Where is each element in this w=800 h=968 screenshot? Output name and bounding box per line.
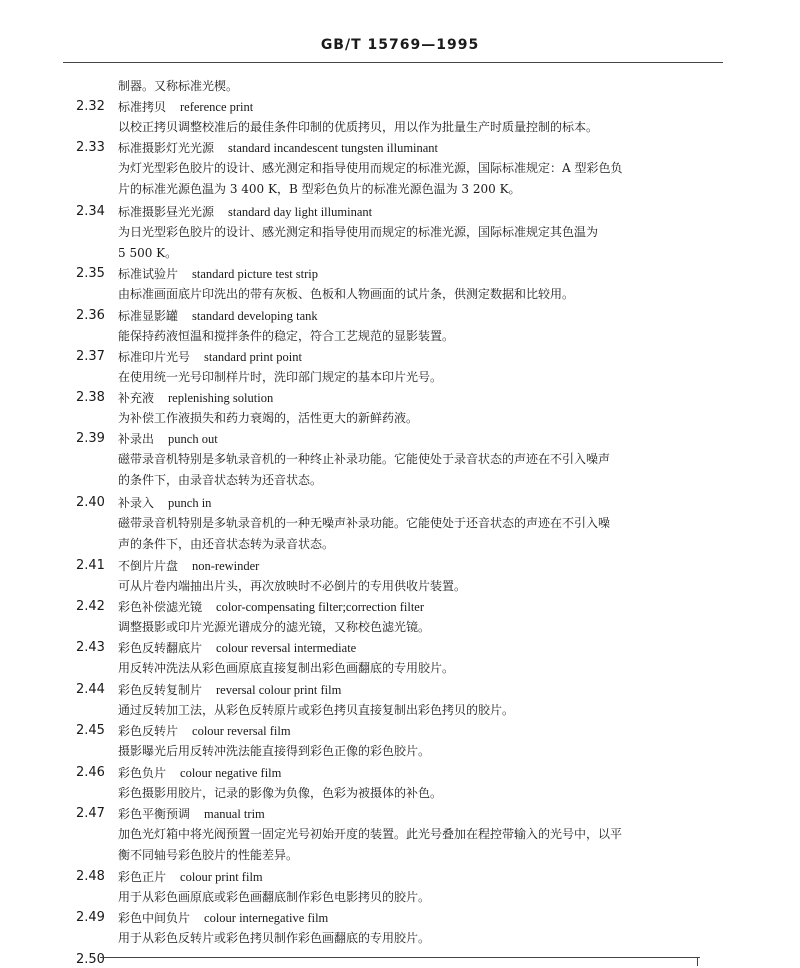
entry-term [118, 431, 218, 447]
term-chinese: 补录出 [118, 432, 155, 446]
term-chinese: 标准试验片 [118, 267, 179, 281]
term-english: punch in [168, 496, 212, 510]
term-english: punch out [168, 432, 218, 446]
entry-number: 2.47 [76, 806, 105, 821]
term-chinese: 标准摄影灯光光源 [118, 141, 215, 155]
entry-number: 2.33 [76, 140, 105, 155]
entry-definition-line: 由标准画面底片印洗出的带有灰板、色板和人物画面的试片条，供测定数据和比较用。 [118, 287, 575, 301]
entry-term [118, 723, 291, 739]
entry-definition-line: 在使用统一光号印制样片时，洗印部门规定的基本印片光号。 [118, 370, 443, 384]
term-english: reference print [180, 100, 254, 114]
standard-number-header: GB/T 15769—1995 [320, 37, 480, 53]
entry-number: 2.49 [76, 910, 105, 925]
entry-term [118, 806, 265, 822]
term-english: manual trim [204, 807, 265, 821]
term-english: standard day light illuminant [228, 205, 373, 219]
crop-line [100, 957, 700, 958]
entry-definition-line: 声的条件下，由还音状态转为录音状态。 [118, 537, 335, 551]
entry-definition-line: 调整摄影或印片光源光谱成分的滤光镜，又称校色滤光镜。 [118, 620, 431, 634]
entry-definition-line: 以校正拷贝调整校准后的最佳条件印制的优质拷贝，用以作为批量生产时质量控制的标本。 [118, 120, 599, 134]
entry-definition-line: 的条件下，由录音状态转为还音状态。 [118, 473, 323, 487]
entry-definition-line: 能保持药液恒温和搅拌条件的稳定，符合工艺规范的显影装置。 [118, 329, 455, 343]
term-chinese: 彩色正片 [118, 870, 167, 884]
entry-definition-line: 为日光型彩色胶片的设计、感光测定和指导使用而规定的标准光源，国际标准规定其色温为 [118, 225, 599, 239]
entry-definition-line: 为灯光型彩色胶片的设计、感光测定和指导使用而规定的标准光源，国际标准规定：A 型彩色负 [118, 161, 623, 175]
entry-number: 2.38 [76, 390, 105, 405]
entry-term [118, 869, 263, 885]
header-rule [63, 62, 723, 63]
entry-term [118, 390, 273, 406]
entry-definition-line: 5 500 K。 [118, 246, 178, 260]
term-chinese: 标准摄影昼光光源 [118, 205, 215, 219]
term-english: standard developing tank [192, 309, 318, 323]
term-chinese: 不倒片片盘 [118, 559, 179, 573]
term-english: non-rewinder [192, 559, 260, 573]
entry-term [118, 308, 318, 324]
entry-number: 2.39 [76, 431, 105, 446]
entry-definition-line: 用于从彩色画原底或彩色画翻底制作彩色电影拷贝的胶片。 [118, 890, 431, 904]
term-english: colour reversal film [192, 724, 291, 738]
entry-number: 2.32 [76, 99, 105, 114]
entry-definition-line: 摄影曝光后用反转冲洗法能直接得到彩色正像的彩色胶片。 [118, 744, 431, 758]
entry-number: 2.37 [76, 349, 105, 364]
term-chinese: 彩色中间负片 [118, 911, 191, 925]
entry-number: 2.40 [76, 495, 105, 510]
entry-term [118, 599, 424, 615]
entry-number: 2.42 [76, 599, 105, 614]
entry-number: 2.34 [76, 204, 105, 219]
entry-definition-line: 用反转冲洗法从彩色画原底直接复制出彩色画翻底的专用胶片。 [118, 661, 455, 675]
entry-definition-line: 磁带录音机特别是多轨录音机的一种终止补录功能。它能使处于录音状态的声迹在不引入噪声 [118, 452, 611, 466]
term-english: colour internegative film [204, 911, 329, 925]
crop-edge [697, 957, 698, 966]
entry-term [118, 495, 211, 511]
entry-definition-line: 彩色摄影用胶片，记录的影像为负像，色彩为被摄体的补色。 [118, 786, 443, 800]
entry-definition-line: 通过反转加工法，从彩色反转原片或彩色拷贝直接复制出彩色拷贝的胶片。 [118, 703, 515, 717]
term-chinese: 彩色负片 [118, 766, 167, 780]
term-chinese: 彩色平衡预调 [118, 807, 191, 821]
term-english: colour reversal intermediate [216, 641, 357, 655]
entry-number: 2.46 [76, 765, 105, 780]
entry-term [118, 204, 372, 220]
entry-number: 2.41 [76, 558, 105, 573]
entry-definition-line: 为补偿工作液损失和药力衰竭的，活性更大的新鲜药液。 [118, 411, 419, 425]
entry-definition-line: 衡不同轴号彩色胶片的性能差异。 [118, 848, 299, 862]
term-english: standard picture test strip [192, 267, 319, 281]
entry-term [118, 99, 253, 115]
entry-term [118, 558, 259, 574]
term-chinese: 补录入 [118, 496, 155, 510]
entry-number: 2.36 [76, 308, 105, 323]
entry-definition-line: 加色光灯箱中将光阀预置一固定光号初始开度的装置。此光号叠加在程控带输入的光号中，以平 [118, 827, 623, 841]
term-chinese: 彩色反转片 [118, 724, 179, 738]
term-english: reversal colour print film [216, 683, 342, 697]
entry-number: 2.45 [76, 723, 105, 738]
entry-definition-line: 可从片卷内端抽出片头，再次放映时不必倒片的专用供收片装置。 [118, 579, 467, 593]
term-chinese: 标准显影罐 [118, 309, 179, 323]
entry-definition-line: 用于从彩色反转片或彩色拷贝制作彩色画翻底的专用胶片。 [118, 931, 431, 945]
entry-number: 2.48 [76, 869, 105, 884]
entry-term [118, 140, 438, 156]
term-english: color-compensating filter;correction filter [216, 600, 425, 614]
term-english: colour negative film [180, 766, 282, 780]
term-english: replenishing solution [168, 391, 274, 405]
term-chinese: 标准印片光号 [118, 350, 191, 364]
entry-term [118, 765, 281, 781]
entry-definition-line: 磁带录音机特别是多轨录音机的一种无噪声补录功能。它能使处于还音状态的声迹在不引入噪 [118, 516, 611, 530]
entry-term [118, 349, 302, 365]
term-english: colour print film [180, 870, 263, 884]
entry-number: 2.43 [76, 640, 105, 655]
entry-term [118, 640, 356, 656]
term-chinese: 补充液 [118, 391, 155, 405]
entry-term [118, 682, 341, 698]
entry-term [118, 266, 318, 282]
entry-definition-line: 片的标准光源色温为 3 400 K，B 型彩色负片的标准光源色温为 3 200 K。 [118, 182, 521, 196]
term-chinese: 彩色反转复制片 [118, 683, 203, 697]
entry-number: 2.44 [76, 682, 105, 697]
intro-text: 制器。又称标准光楔。 [118, 79, 239, 93]
term-chinese: 彩色补偿滤光镜 [118, 600, 203, 614]
entry-term [118, 910, 328, 926]
entry-number: 2.35 [76, 266, 105, 281]
term-chinese: 彩色反转翻底片 [118, 641, 203, 655]
partial-entry-number: 2.50 [76, 952, 105, 967]
term-chinese: 标准拷贝 [118, 100, 167, 114]
term-english: standard incandescent tungsten illuminant [228, 141, 439, 155]
term-english: standard print point [204, 350, 302, 364]
